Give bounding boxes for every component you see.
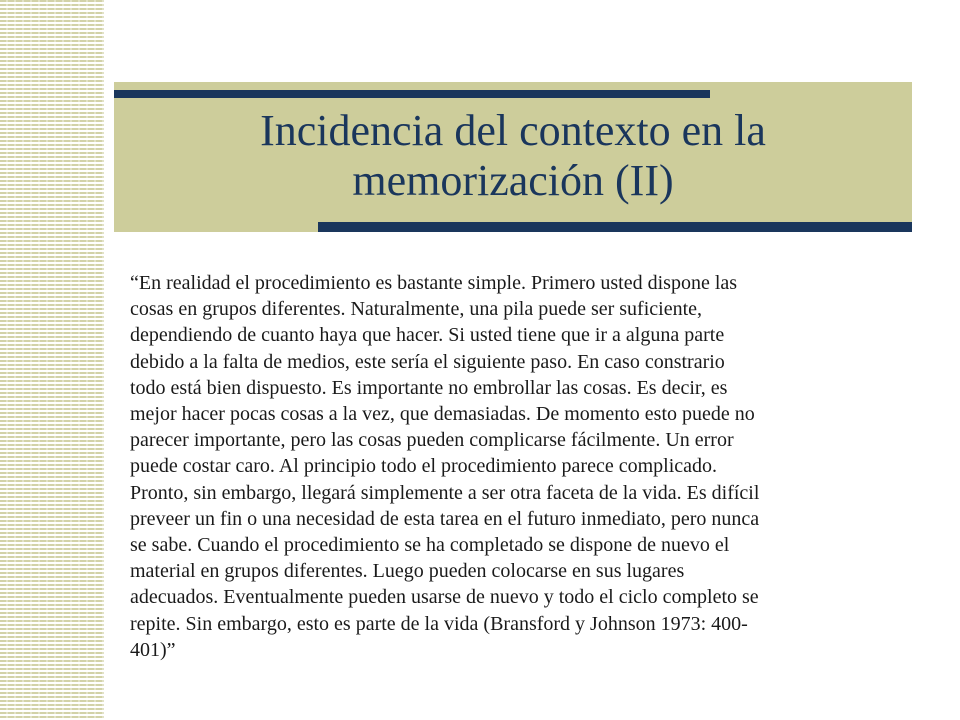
quote-line: adecuados. Eventualmente pueden usarse de nuevo y todo el ciclo completo se <box>130 586 759 609</box>
quote-line: repite. Sin embargo, esto es parte de la vida (Bransford y Johnson 1973: 400- <box>130 612 748 635</box>
quote-line: preveer un fin o una necesidad de esta tarea en el futuro inmediato, pero nunca <box>130 507 760 530</box>
quote-line: mejor hacer pocas cosas a la vez, que demasiadas. De momento esto puede no <box>130 403 755 426</box>
quote-line: se sabe. Cuando el procedimiento se ha completado se dispone de nuevo el <box>130 534 730 557</box>
slide-title <box>114 106 912 206</box>
title-bar-bottom <box>318 222 912 232</box>
decorative-stripes <box>0 0 104 720</box>
quote-line: Pronto, sin embargo, llegará simplemente a ser otra faceta de la vida. Es difícil <box>130 481 760 504</box>
slide-title-line-1: Incidencia del contexto en la <box>260 106 766 155</box>
quote-line: todo está bien dispuesto. Es importante no embrollar las cosas. Es decir, es <box>130 376 728 399</box>
slide-title-line-2: memorización (II) <box>352 156 674 205</box>
quote-line: debido a la falta de medios, este sería el siguiente paso. En caso constrario <box>130 350 725 373</box>
title-bar-top <box>114 90 710 98</box>
quote-text <box>130 270 898 663</box>
quote-line: dependiendo de cuanto haya que hacer. Si usted tiene que ir a alguna parte <box>130 324 725 347</box>
quote-line: parecer importante, pero las cosas pueden complicarse fácilmente. Un error <box>130 429 734 452</box>
quote-line: material en grupos diferentes. Luego pueden colocarse en sus lugares <box>130 560 685 583</box>
quote-line: “En realidad el procedimiento es bastante simple. Primero usted dispone las <box>130 272 738 294</box>
quote-line: puede costar caro. Al principio todo el procedimiento parece complicado. <box>130 455 718 478</box>
quote-line: 401)” <box>130 638 176 661</box>
quote-line: cosas en grupos diferentes. Naturalmente, una pila puede ser suficiente, <box>130 298 703 321</box>
